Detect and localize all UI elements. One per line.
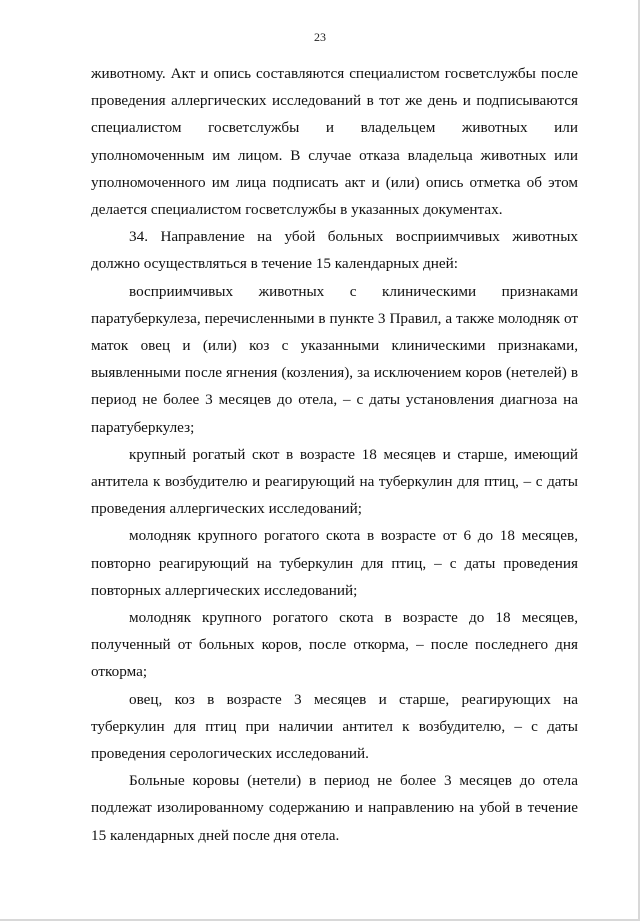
paragraph-clinical-signs: восприимчивых животных с клиническими признаками паратуберкулеза, перечисленными в пункте 3 Правил, а также молодняк от маток овец и (или) коз с указанными клиническими признаками, выявленными после ягнения (козления), за исключением коров (нетелей) в период не более 3 месяцев до отела, – с даты установления диагноза на паратуберкулез;: [91, 282, 578, 436]
document-body: [91, 60, 578, 849]
paragraph-youngstock-6-18: молодняк крупного рогатого скота в возрасте от 6 до 18 месяцев, повторно реагирующий на туберкулин для птиц, – с даты проведения повторных аллергических исследований;: [91, 527, 578, 599]
paragraph-youngstock-fattening: молодняк крупного рогатого скота в возрасте до 18 месяцев, полученный от больных коров, после откорма, – после последнего дня откорма;: [91, 609, 578, 681]
paragraph-pregnant-cows: Больные коровы (нетели) в период не более 3 месяцев до отела подлежат изолированному содержанию и направлению на убой в течение 15 календарных дней после дня отела.: [91, 772, 578, 844]
paragraph-item-34: 34. Направление на убой больных восприимчивых животных должно осуществляться в течение 15 календарных дней:: [91, 228, 578, 273]
paragraph-sheep-goats: овец, коз в возрасте 3 месяцев и старше, реагирующих на туберкулин для птиц при наличии антител к возбудителю, – с даты проведения серологических исследований.: [91, 690, 578, 763]
page-number: 23: [314, 30, 326, 44]
paragraph-cattle-18-months: крупный рогатый скот в возрасте 18 месяцев и старше, имеющий антитела к возбудителю и реагирующий на туберкулин для птиц, – с даты проведения аллергических исследований;: [91, 445, 578, 518]
paragraph-continuation: животному. Акт и опись составляются специалистом госветслужбы после проведения аллергических исследований в тот же день и подписываются специалистом госветслужбы и владельцем животных или уполномоченным им лицом. В случае отказа владельца животных или уполномоченного им лица подписать акт и (или) опись отметка об этом делается специалистом госветслужбы в указанных документах.: [91, 65, 578, 219]
